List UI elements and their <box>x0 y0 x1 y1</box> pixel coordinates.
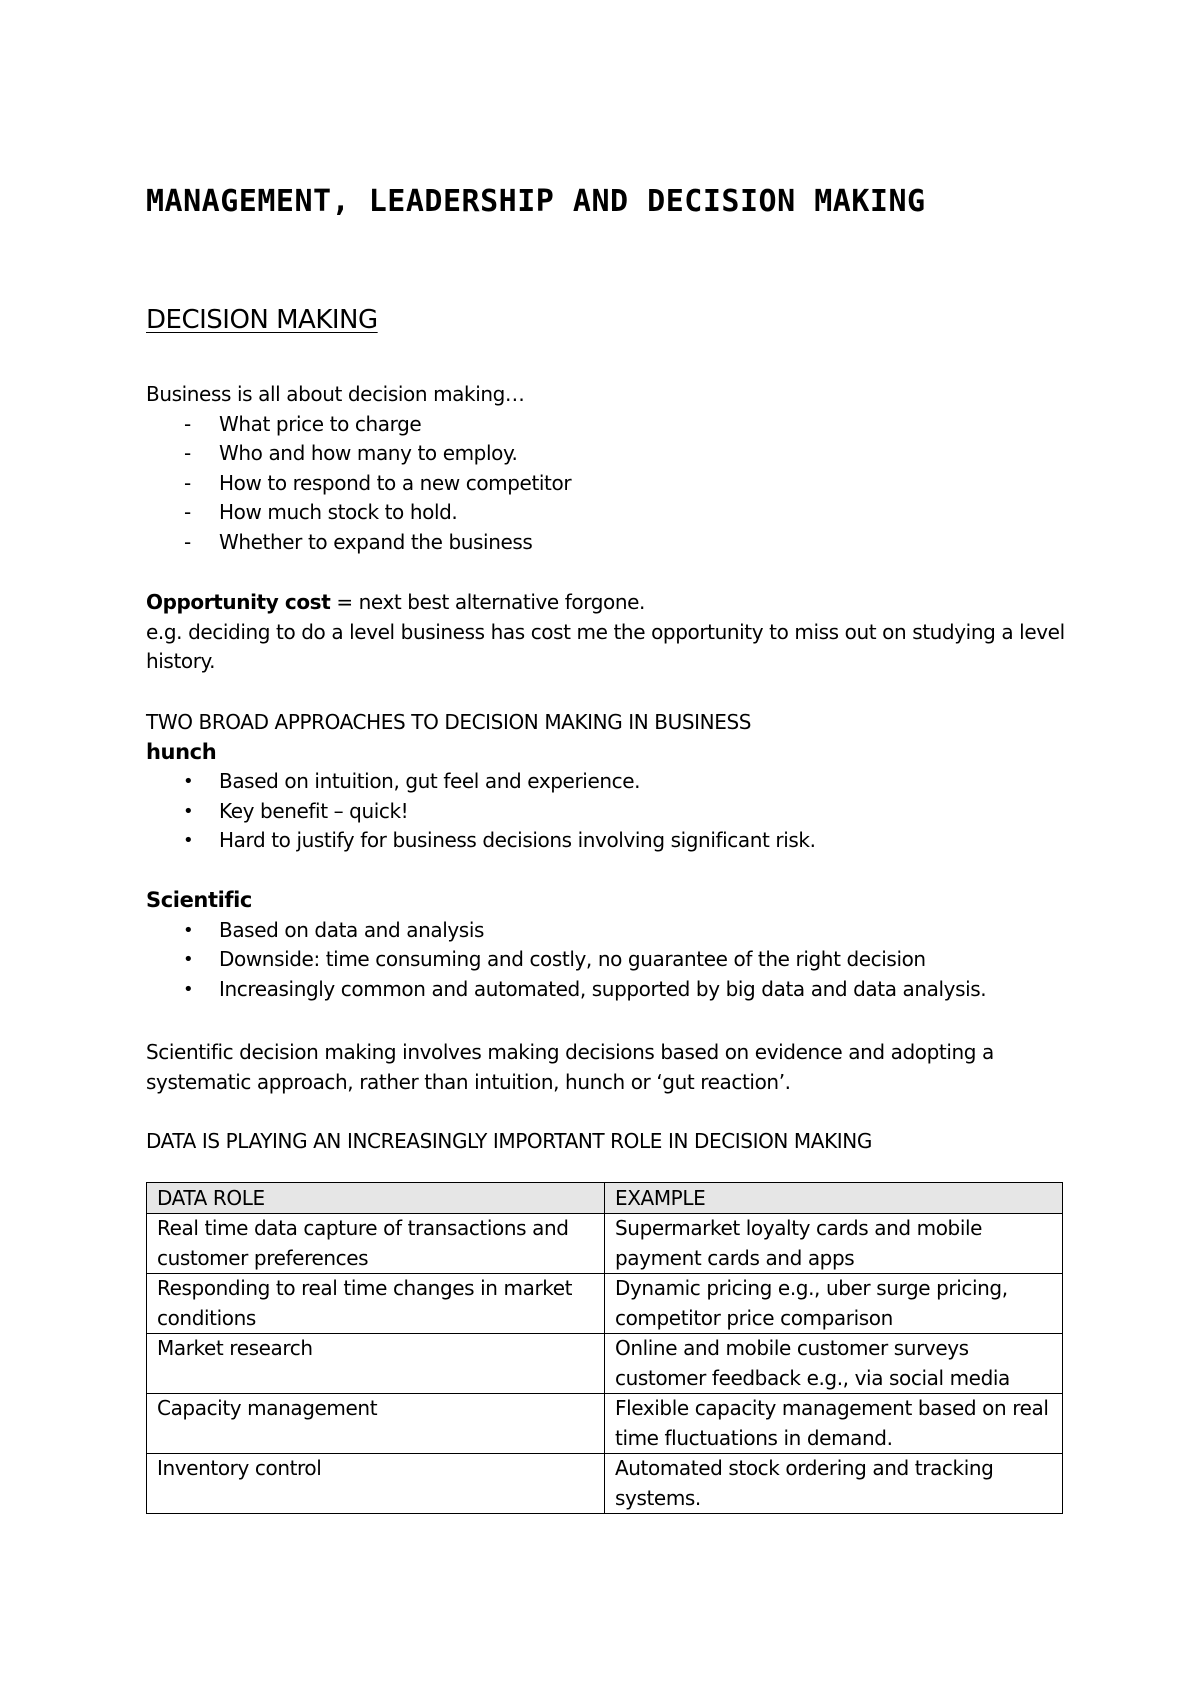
list-item <box>146 945 1066 975</box>
dash-marker: - <box>184 411 191 436</box>
table-row <box>147 1334 1063 1394</box>
bullet-marker: • <box>183 949 194 970</box>
table-cell: Real time data capture of transactions and customer preferences <box>147 1214 605 1274</box>
table-row <box>147 1454 1063 1514</box>
table-cell: Market research <box>147 1334 605 1394</box>
table-cell: Capacity management <box>147 1394 605 1454</box>
opportunity-cost-block <box>146 588 1066 677</box>
table-header-example: EXAMPLE <box>605 1183 1063 1214</box>
data-heading-block <box>146 1127 1066 1157</box>
list-item <box>146 916 1066 946</box>
bullet-marker: • <box>183 771 194 792</box>
table-row <box>147 1274 1063 1334</box>
opportunity-cost-text: = next best alternative forgone. <box>330 590 645 614</box>
scientific-summary-block <box>146 1038 1066 1097</box>
table-cell: Flexible capacity management based on real time fluctuations in demand. <box>605 1394 1063 1454</box>
list-item <box>146 469 1066 499</box>
list-item-text: Hard to justify for business decisions involving significant risk. <box>219 828 816 852</box>
document-title: MANAGEMENT, LEADERSHIP AND DECISION MAKING <box>146 184 926 219</box>
table-header-row <box>147 1183 1063 1214</box>
list-item-text: Whether to expand the business <box>219 529 533 554</box>
approaches-block <box>146 708 1066 856</box>
bullet-marker: • <box>183 978 194 1000</box>
table-cell: Responding to real time changes in market conditions <box>147 1274 605 1334</box>
section-heading-decision-making: DECISION MAKING <box>146 305 378 335</box>
intro-lead: Business is all about decision making… <box>146 382 525 406</box>
data-role-table <box>146 1182 1063 1514</box>
decision-list <box>146 410 1066 558</box>
scientific-heading: Scientific <box>146 888 252 912</box>
list-item <box>146 528 1066 558</box>
hunch-heading: hunch <box>146 739 217 764</box>
list-item-text: Increasingly common and automated, supported by big data and data analysis. <box>219 976 987 1001</box>
scientific-block <box>146 886 1066 1004</box>
list-item <box>146 410 1066 440</box>
intro-block <box>146 380 1066 557</box>
list-item-text: Who and how many to employ. <box>219 441 518 465</box>
table-row <box>147 1394 1063 1454</box>
list-item-text: How much stock to hold. <box>219 500 458 524</box>
table-row <box>147 1214 1063 1274</box>
bullet-marker: • <box>183 800 194 822</box>
table-cell: Inventory control <box>147 1454 605 1514</box>
bullet-marker: • <box>183 830 194 851</box>
opportunity-cost-definition <box>146 588 1066 618</box>
approaches-heading: TWO BROAD APPROACHES TO DECISION MAKING IN BUSINESS <box>146 710 752 734</box>
opportunity-cost-term: Opportunity cost <box>146 590 331 614</box>
list-item <box>146 826 1066 856</box>
dash-marker: - <box>184 470 191 495</box>
scientific-list <box>146 916 1066 1005</box>
list-item-text: What price to charge <box>219 411 422 436</box>
scientific-summary: Scientific decision making involves making decisions based on evidence and adopting a systematic approach, rather than intuition, hunch or ‘gut reaction’. <box>146 1040 994 1094</box>
list-item <box>146 797 1066 827</box>
list-item-text: Based on data and analysis <box>219 917 484 942</box>
list-item-text: How to respond to a new competitor <box>219 470 572 495</box>
table-cell: Supermarket loyalty cards and mobile payment cards and apps <box>605 1214 1063 1274</box>
table-cell: Automated stock ordering and tracking systems. <box>605 1454 1063 1514</box>
table-header-data-role: DATA ROLE <box>147 1183 605 1214</box>
dash-marker: - <box>184 500 191 524</box>
list-item-text: Based on intuition, gut feel and experience. <box>219 769 641 793</box>
bullet-marker: • <box>183 919 194 941</box>
list-item-text: Key benefit – quick! <box>219 798 409 823</box>
hunch-list <box>146 767 1066 856</box>
table-cell: Online and mobile customer surveys customer feedback e.g., via social media <box>605 1334 1063 1394</box>
dash-marker: - <box>184 441 191 465</box>
opportunity-cost-example: e.g. deciding to do a level business has cost me the opportunity to miss out on studying a level history. <box>146 619 1065 673</box>
list-item <box>146 439 1066 469</box>
list-item <box>146 975 1066 1005</box>
list-item-text: Downside: time consuming and costly, no guarantee of the right decision <box>219 947 926 971</box>
data-heading: DATA IS PLAYING AN INCREASINGLY IMPORTANT ROLE IN DECISION MAKING <box>146 1129 872 1153</box>
table-cell: Dynamic pricing e.g., uber surge pricing, competitor price comparison <box>605 1274 1063 1334</box>
list-item <box>146 498 1066 528</box>
dash-marker: - <box>184 529 191 554</box>
list-item <box>146 767 1066 797</box>
